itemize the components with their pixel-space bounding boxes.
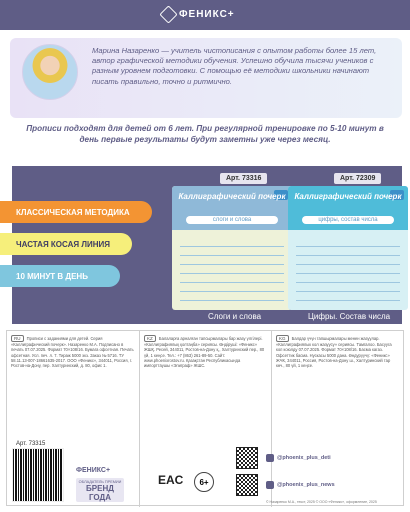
book-2-subtitle: цифры, состав числа (302, 216, 394, 224)
info-text-kz: Балаларға арналған тапсырмалары бар жазу үлгілері. «Каллиграфиялық қолтаңба» сериясы. Өндіруші: «Феникс» ЖШҚ. Ресей, 344011, Ростов-на-Дону қ., Халтуринский пер., 80 үй, 1 кеңсе. Тел.: +7 (863) 261-89-50. Сайт: www.phoenixrostov.ru. Қазақстан Республикасында импорттаушы «Эпиграф» ЖШС. (144, 336, 265, 369)
telegram-icon (266, 481, 274, 489)
book-1-header (172, 186, 292, 230)
feature-ten-minutes: 10 МИНУТ В ДЕНЬ (0, 265, 120, 287)
book-cover-numbers[interactable] (288, 186, 408, 310)
telegram-icon (266, 454, 274, 462)
book-1-caption: Слоги и слова (208, 312, 262, 321)
info-text-ru: Прописи с заданиями для детей. Серия «Каллиграфический почерк». Назаренко М.А. Подписано в печать 07.07.2025. Формат 70×108/16. Бумага офсетная. Печать офсетная. Усл. печ. л. 7. Тираж 5000 экз. Заказ № 5716. ТУ 58.11.13-007-18661635-2017. ООО «Феникс», 344011, Россия, г. Ростов-на-Дону, пер. Халтуринский, д. 80, офис 1. (11, 336, 134, 369)
fenix-logo-icon (159, 5, 177, 23)
author-avatar (22, 44, 78, 100)
lang-badge-ru: RU (11, 335, 24, 342)
feature-classic-method: КЛАССИЧЕСКАЯ МЕТОДИКА (0, 201, 152, 223)
brand-logo[interactable] (162, 8, 235, 21)
lang-badge-kg: KG (276, 335, 289, 342)
book-1-subtitle: слоги и слова (186, 216, 278, 224)
social-link-kids[interactable] (266, 454, 331, 462)
feature-slanted-line: ЧАСТАЯ КОСАЯ ЛИНИЯ (0, 233, 132, 255)
brand-award-badge (76, 478, 124, 502)
age-rating: 6+ (194, 472, 214, 492)
book-1-article: Арт. 73316 (220, 173, 267, 184)
award-title: БРЕНД ГОДА (86, 484, 114, 502)
book-2-caption: Цифры. Состав числа (308, 312, 391, 321)
lang-badge-kz: KZ (144, 335, 156, 342)
footer-article: Арт. 73315 (16, 441, 46, 447)
social-link-news[interactable] (266, 481, 335, 489)
book-cover-syllables[interactable] (172, 186, 292, 310)
brand-name: ФЕНИКС+ (179, 9, 235, 20)
book-2-lines (296, 238, 400, 302)
author-section (10, 38, 402, 118)
eac-mark: EAC (158, 473, 184, 487)
book-1-lines (180, 238, 284, 302)
social-news-label: @phoenix_plus_news (277, 482, 335, 488)
intro-text: Прописи подходят для детей от 6 лет. При регулярной тренировке по 5-10 минут в день первые результаты будут заметны уже через месяц. (26, 124, 384, 144)
social-kids-label: @phoenix_plus_deti (277, 455, 331, 461)
book-2-article: Арт. 72309 (334, 173, 381, 184)
top-bar (0, 0, 410, 30)
qr-code-news[interactable] (236, 474, 258, 496)
book-1-title: Каллиграфический почерк (178, 192, 286, 201)
award-caption: ОБЛАДАТЕЛЬ ПРЕМИИ (78, 480, 122, 484)
footer-brand: ФЕНИКС+ (76, 467, 111, 474)
copyright-text: © Назаренко М.А., текст, 2025 © ООО «Феникс», оформление, 2025 (266, 500, 377, 504)
author-description: Марина Назаренко — учитель чистописания с опытом работы более 15 лет, автор графической методики обучения. Успешно обучила тысячи учеников с разным уровнем подготовки. С помощью её методики школьники начинают писать правильно, точно и ритмично. (92, 46, 377, 86)
book-2-title: Каллиграфический почерк (294, 192, 402, 201)
info-text-kg: Балдар үчүн тапшырмалары менен жазуулар. «Каллиграфиялык кол жазуусу» сериясы. Тамгалоо. Басууга кол коюлду 07.07.2025. Формат 70×108/16. Басма кагаз. Офсеттик басма. Нускасы 5000 дана. Өндүрүүчү: «Феникс» ЖЧК, 344011, Россия, Ростов-на-Дону ш., Халтуринский тар көч., 80 үй, 1 кеңсе. (276, 336, 392, 369)
barcode (12, 448, 64, 502)
qr-code-kids[interactable] (236, 447, 258, 469)
book-2-header (288, 186, 408, 230)
